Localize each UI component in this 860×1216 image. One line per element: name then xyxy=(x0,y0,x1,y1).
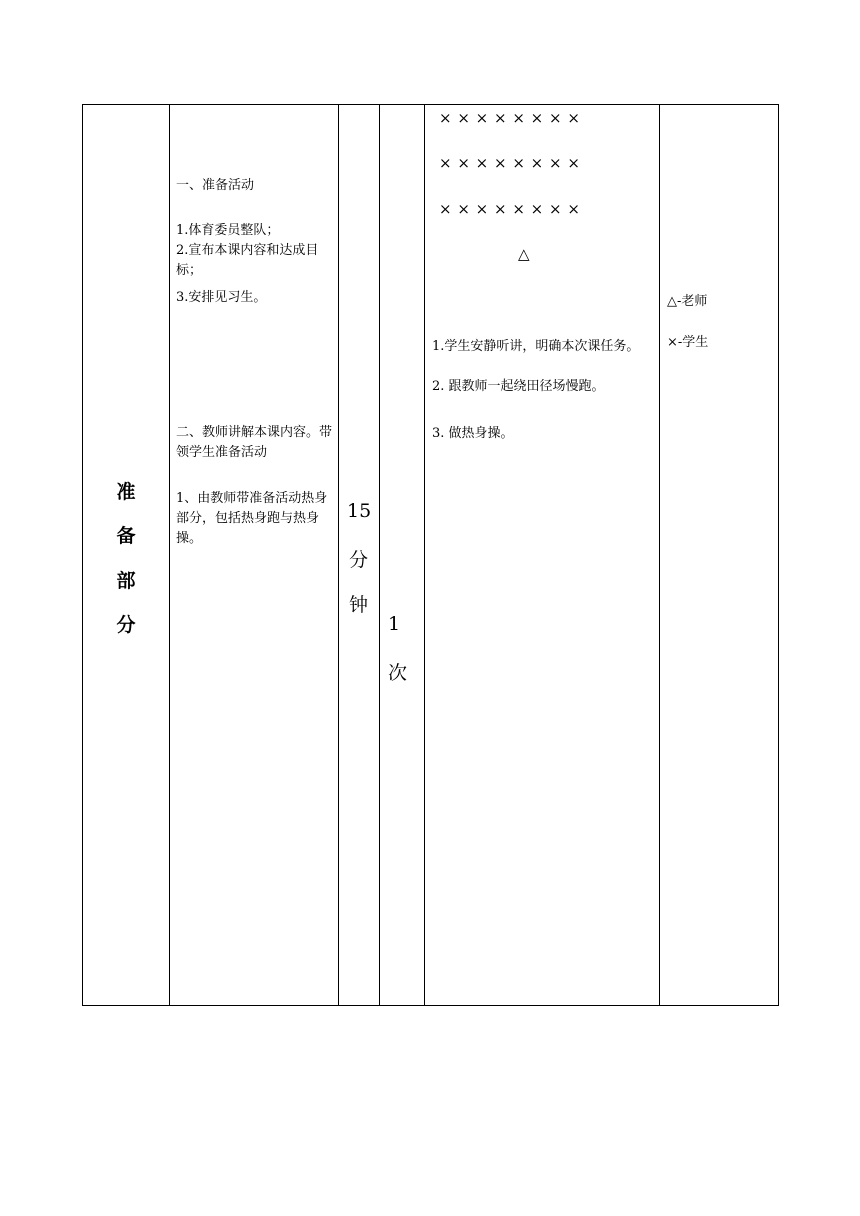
content-item: 1.体育委员整队； xyxy=(176,223,280,238)
section-title-char: 分 xyxy=(116,614,136,636)
column-divider xyxy=(338,105,339,1005)
organization-item: 1.学生安静听讲，明确本次课任务。 xyxy=(432,339,640,354)
content-item: 2.宣布本课内容和达成目标； xyxy=(176,243,319,278)
content-heading-1: 一、准备活动 xyxy=(176,178,255,193)
section-title xyxy=(83,105,169,1005)
organization-item: 3. 做热身操。 xyxy=(432,426,514,441)
count-unit: 次 xyxy=(388,662,408,684)
organization-item: 2. 跟教师一起绕田径场慢跑。 xyxy=(432,379,605,394)
column-divider xyxy=(379,105,380,1005)
count-value: 1 xyxy=(388,613,401,635)
column-divider xyxy=(659,105,660,1005)
content-heading-2: 二、教师讲解本课内容。带领学生准备活动 xyxy=(176,425,333,460)
teacher-symbol: △ xyxy=(518,245,530,263)
legend-item: △-老师 xyxy=(667,294,708,309)
time-unit-char: 分 xyxy=(349,549,369,571)
student-row: × × × × × × × × xyxy=(439,154,580,172)
column-divider xyxy=(169,105,170,1005)
lesson-table xyxy=(82,104,779,1006)
time-unit-char: 钟 xyxy=(349,594,369,616)
section-title-char: 准 xyxy=(116,481,136,503)
time-value: 15 xyxy=(347,500,372,522)
student-row: × × × × × × × × xyxy=(439,109,580,127)
legend-item: ×-学生 xyxy=(667,335,709,350)
content-item: 1、由教师带准备活动热身部分，包括热身跑与热身操。 xyxy=(176,491,328,546)
column-divider xyxy=(424,105,425,1005)
section-title-char: 部 xyxy=(116,570,136,592)
content-item: 3.安排见习生。 xyxy=(176,290,267,305)
student-row: × × × × × × × × xyxy=(439,200,580,218)
section-title-char: 备 xyxy=(116,525,136,547)
